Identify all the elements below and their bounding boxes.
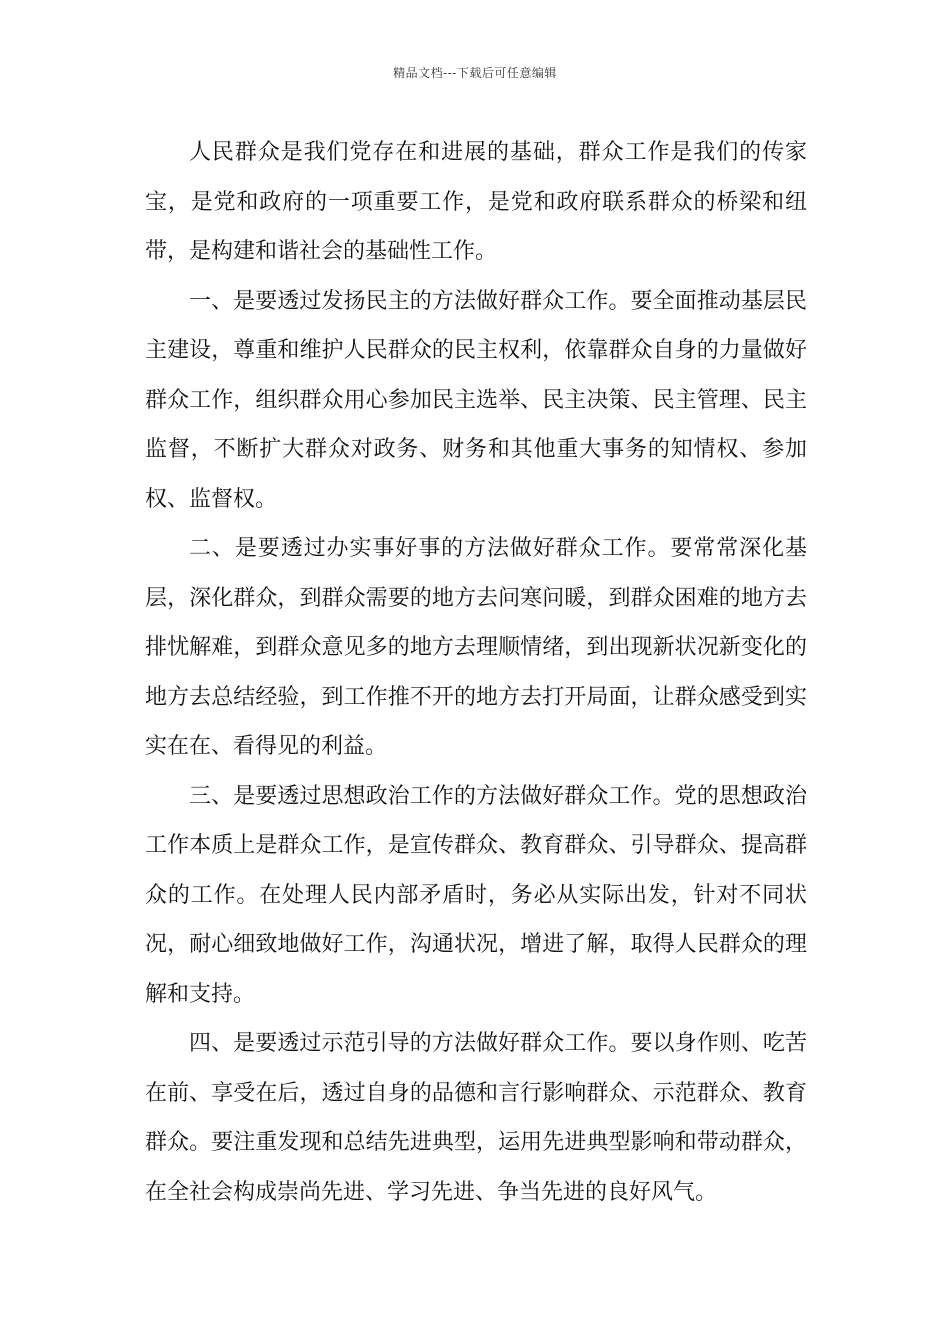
paragraph-three: 三、是要透过思想政治工作的方法做好群众工作。党的思想政治工作本质上是群众工作，是宣传群众、教育群众、引导群众、提高群众的工作。在处理人民内部矛盾时，务必从实际出发，针对不同状况，耐心细致地做好工作，沟通状况，增进了解，取得人民群众的理解和支持。 [145, 783, 807, 1007]
page-header: 精品文档---下载后可任意编辑 [393, 66, 557, 80]
paragraph-two: 二、是要透过办实事好事的方法做好群众工作。要常常深化基层，深化群众，到群众需要的地方去问寒问暖，到群众困难的地方去排忧解难，到群众意见多的地方去理顺情绪，到出现新状况新变化的地方去总结经验，到工作推不开的地方去打开局面，让群众感受到实实在在、看得见的利益。 [145, 536, 807, 759]
paragraph-intro: 人民群众是我们党存在和进展的基础，群众工作是我们的传家宝，是党和政府的一项重要工作，是党和政府联系群众的桥梁和纽带，是构建和谐社会的基础性工作。 [145, 140, 807, 264]
paragraph-four: 四、是要透过示范引导的方法做好群众工作。要以身作则、吃苦在前、享受在后，透过自身的品德和言行影响群众、示范群众、教育群众。要注重发现和总结先进典型，运用先进典型影响和带动群众，在全社会构成崇尚先进、学习先进、争当先进的良好风气。 [145, 1031, 807, 1205]
paragraph-one: 一、是要透过发扬民主的方法做好群众工作。要全面推动基层民主建设，尊重和维护人民群众的民主权利，依靠群众自身的力量做好群众工作，组织群众用心参加民主选举、民主决策、民主管理、民主监督，不断扩大群众对政务、财务和其他重大事务的知情权、参加权、监督权。 [145, 288, 807, 512]
document-body [145, 128, 807, 1217]
